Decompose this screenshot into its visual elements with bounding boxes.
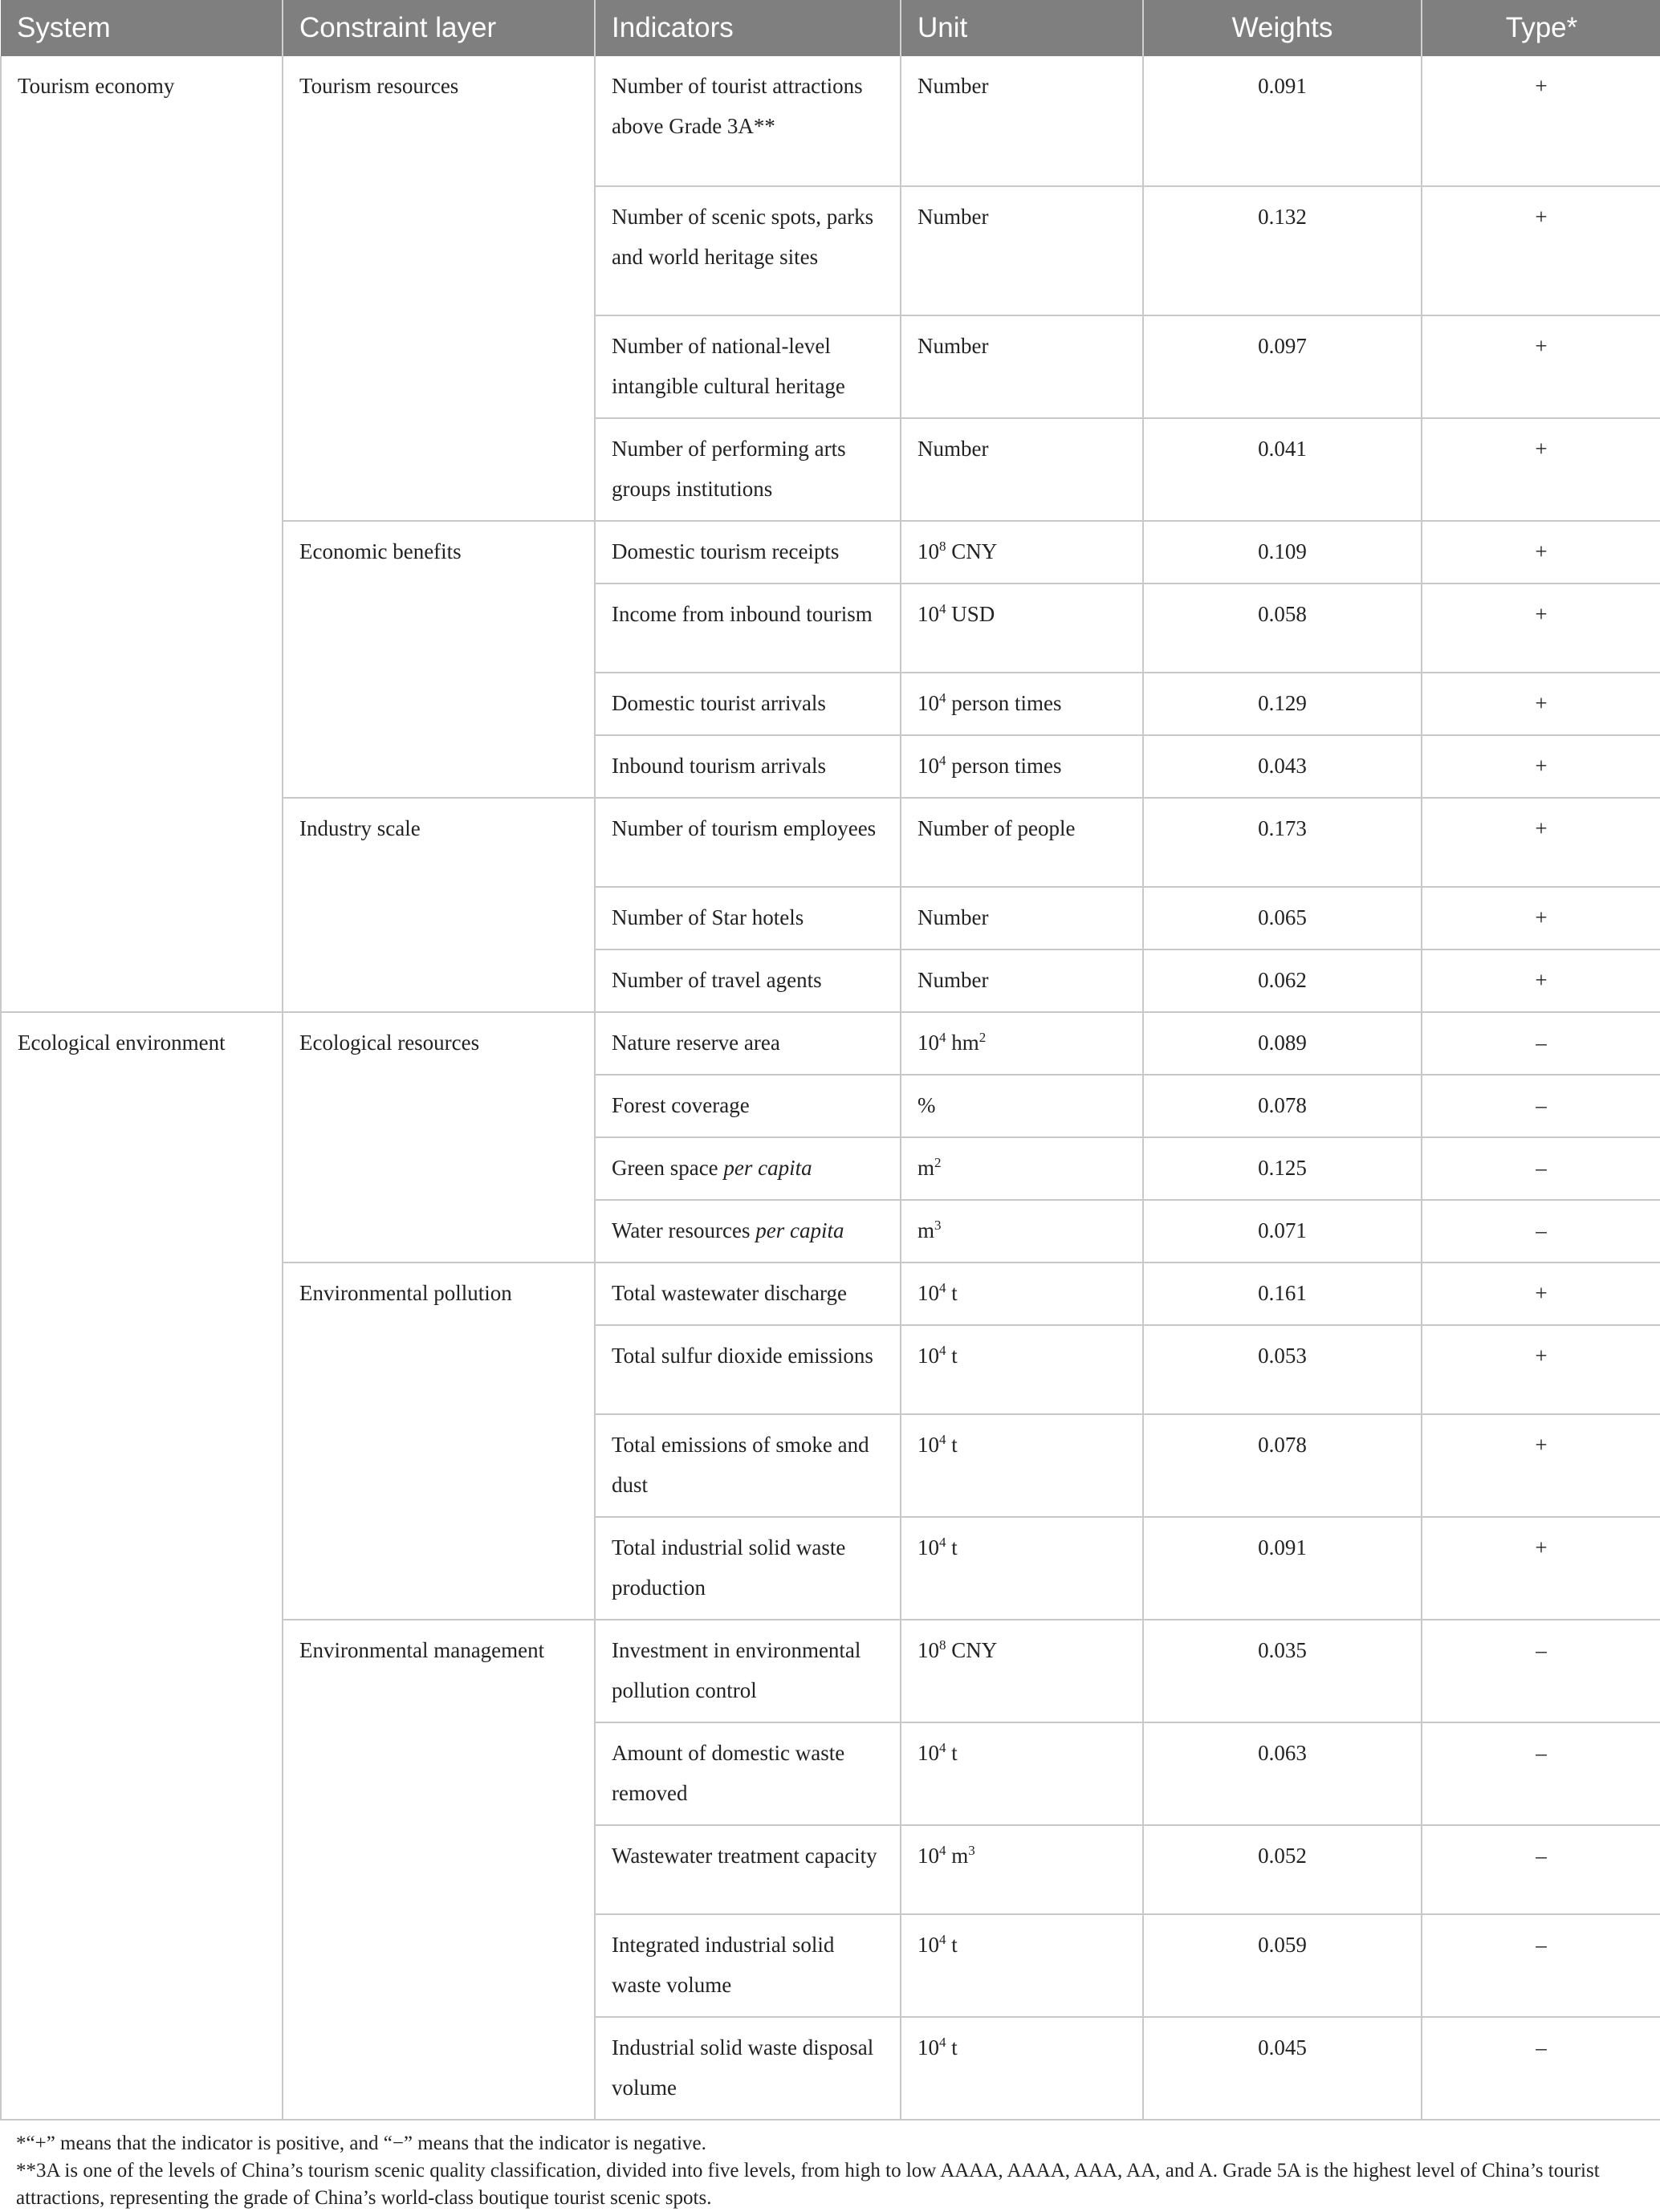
system-cell: Ecological environment (1, 1012, 283, 2120)
unit-cell: $10^4$ t (901, 1914, 1143, 2017)
indicator-cell: Domestic tourist arrivals (595, 673, 901, 735)
weight-cell: 0.065 (1143, 887, 1422, 949)
header-weights: Weights (1143, 0, 1422, 56)
indicator-cell: Number of performing arts groups institutions (595, 418, 901, 521)
type-cell: – (1422, 1137, 1660, 1200)
unit-cell: $m^3$ (901, 1200, 1143, 1263)
weight-cell: 0.041 (1143, 418, 1422, 521)
type-cell: – (1422, 1722, 1660, 1825)
type-cell: + (1422, 315, 1660, 418)
unit-cell: $10^4$ person times (901, 673, 1143, 735)
constraint-cell: Environmental management (283, 1620, 595, 2120)
unit-cell: Number (901, 887, 1143, 949)
indicator-cell: Water resources per capita (595, 1200, 901, 1263)
table-row (1, 56, 1660, 186)
type-cell: + (1422, 583, 1660, 673)
type-cell: + (1422, 521, 1660, 583)
weight-cell: 0.125 (1143, 1137, 1422, 1200)
unit-cell: $10^4$ person times (901, 735, 1143, 798)
unit-cell: $10^8$ CNY (901, 1620, 1143, 1722)
unit-cell: $10^4$ t (901, 1722, 1143, 1825)
type-cell: + (1422, 887, 1660, 949)
weight-cell: 0.058 (1143, 583, 1422, 673)
constraint-cell: Tourism resources (283, 56, 595, 521)
unit-cell: % (901, 1075, 1143, 1137)
indicator-cell: Nature reserve area (595, 1012, 901, 1075)
indicator-cell: Total industrial solid waste production (595, 1517, 901, 1620)
constraint-cell: Economic benefits (283, 521, 595, 798)
indicator-cell: Investment in environmental pollution control (595, 1620, 901, 1722)
indicator-cell: Forest coverage (595, 1075, 901, 1137)
indicator-cell: Income from inbound tourism (595, 583, 901, 673)
header-type: Type* (1422, 0, 1660, 56)
footnote-type: *“+” means that the indicator is positive, and “−” means that the indicator is negative. (16, 2133, 706, 2154)
indicator-cell: Integrated industrial solid waste volume (595, 1914, 901, 2017)
weight-cell: 0.091 (1143, 56, 1422, 186)
indicator-cell: Number of tourist attractions above Grade 3A** (595, 56, 901, 186)
type-cell: + (1422, 1517, 1660, 1620)
constraint-cell: Ecological resources (283, 1012, 595, 1263)
header-constraint-layer: Constraint layer (283, 0, 595, 56)
unit-cell: $10^4$ t (901, 1414, 1143, 1517)
unit-cell: $10^4$ $m^3$ (901, 1825, 1143, 1914)
weight-cell: 0.091 (1143, 1517, 1422, 1620)
type-cell: + (1422, 1263, 1660, 1325)
indicator-cell: Wastewater treatment capacity (595, 1825, 901, 1914)
unit-cell: $10^4$ t (901, 1263, 1143, 1325)
unit-cell: $10^4$ $hm^2$ (901, 1012, 1143, 1075)
weight-cell: 0.035 (1143, 1620, 1422, 1722)
type-cell: + (1422, 949, 1660, 1012)
weight-cell: 0.129 (1143, 673, 1422, 735)
indicator-cell: Number of Star hotels (595, 887, 901, 949)
weight-cell: 0.043 (1143, 735, 1422, 798)
unit-cell: Number (901, 315, 1143, 418)
weight-cell: 0.161 (1143, 1263, 1422, 1325)
type-cell: – (1422, 1914, 1660, 2017)
footnote-grade: **3A is one of the levels of China’s tourism scenic quality classification, divided into five levels, from high to low AAAA, AAAA, AAA, AA, and A. Grade 5A is the highest level of China’s tourist attractions, representing the grade of China’s world-class boutique tourist scenic spots. (16, 2160, 1600, 2209)
unit-cell: $10^8$ CNY (901, 521, 1143, 583)
constraint-cell: Environmental pollution (283, 1263, 595, 1620)
weight-cell: 0.173 (1143, 798, 1422, 887)
type-cell: – (1422, 2017, 1660, 2120)
table-header (1, 0, 1660, 56)
indicator-cell: Total sulfur dioxide emissions (595, 1325, 901, 1414)
unit-cell: Number (901, 418, 1143, 521)
weight-cell: 0.132 (1143, 186, 1422, 315)
type-cell: – (1422, 1075, 1660, 1137)
weight-cell: 0.053 (1143, 1325, 1422, 1414)
indicator-cell: Industrial solid waste disposal volume (595, 2017, 901, 2120)
table-body (1, 56, 1660, 2120)
weight-cell: 0.109 (1143, 521, 1422, 583)
weight-cell: 0.062 (1143, 949, 1422, 1012)
weight-cell: 0.071 (1143, 1200, 1422, 1263)
table-footnotes (0, 2121, 1660, 2212)
weight-cell: 0.078 (1143, 1075, 1422, 1137)
weight-cell: 0.045 (1143, 2017, 1422, 2120)
indicator-cell: Number of scenic spots, parks and world heritage sites (595, 186, 901, 315)
type-cell: – (1422, 1825, 1660, 1914)
type-cell: + (1422, 735, 1660, 798)
type-cell: + (1422, 1414, 1660, 1517)
weight-cell: 0.052 (1143, 1825, 1422, 1914)
indicator-cell: Number of national-level intangible cultural heritage (595, 315, 901, 418)
type-cell: + (1422, 418, 1660, 521)
weight-cell: 0.059 (1143, 1914, 1422, 2017)
indicator-cell: Amount of domestic waste removed (595, 1722, 901, 1825)
type-cell: + (1422, 673, 1660, 735)
unit-cell: Number (901, 56, 1143, 186)
indicator-cell: Green space per capita (595, 1137, 901, 1200)
header-indicators: Indicators (595, 0, 901, 56)
type-cell: – (1422, 1012, 1660, 1075)
type-cell: + (1422, 56, 1660, 186)
weight-cell: 0.097 (1143, 315, 1422, 418)
type-cell: + (1422, 1325, 1660, 1414)
indicator-cell: Number of travel agents (595, 949, 901, 1012)
weight-cell: 0.063 (1143, 1722, 1422, 1825)
weight-cell: 0.089 (1143, 1012, 1422, 1075)
unit-cell: $10^4$ USD (901, 583, 1143, 673)
unit-cell: $10^4$ t (901, 2017, 1143, 2120)
type-cell: + (1422, 186, 1660, 315)
type-cell: + (1422, 798, 1660, 887)
indicator-cell: Total wastewater discharge (595, 1263, 901, 1325)
weight-cell: 0.078 (1143, 1414, 1422, 1517)
header-unit: Unit (901, 0, 1143, 56)
unit-cell: $10^4$ t (901, 1325, 1143, 1414)
unit-cell: $10^4$ t (901, 1517, 1143, 1620)
unit-cell: $m^2$ (901, 1137, 1143, 1200)
constraint-cell: Industry scale (283, 798, 595, 1012)
type-cell: – (1422, 1200, 1660, 1263)
indicator-cell: Domestic tourism receipts (595, 521, 901, 583)
system-cell: Tourism economy (1, 56, 283, 1012)
indicator-cell: Total emissions of smoke and dust (595, 1414, 901, 1517)
unit-cell: Number of people (901, 798, 1143, 887)
unit-cell: Number (901, 949, 1143, 1012)
indicator-cell: Inbound tourism arrivals (595, 735, 901, 798)
header-system: System (1, 0, 283, 56)
table-row (1, 1012, 1660, 1075)
indicator-cell: Number of tourism employees (595, 798, 901, 887)
type-cell: – (1422, 1620, 1660, 1722)
unit-cell: Number (901, 186, 1143, 315)
